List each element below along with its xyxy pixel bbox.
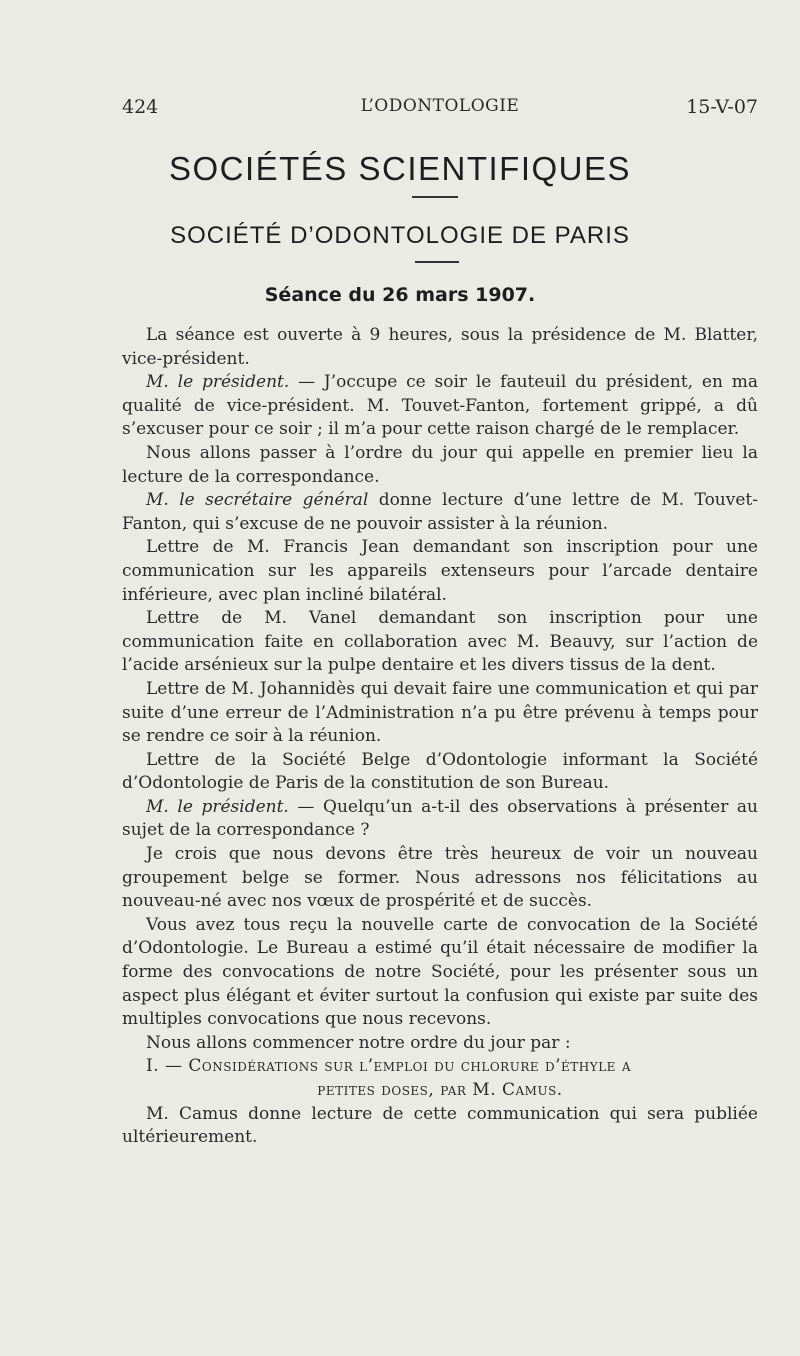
speaker-name: M. le président. [146, 796, 289, 817]
paragraph [122, 914, 758, 1032]
paragraph-text: — Quelqu’un a-t-il des observations à présenter au sujet de la correspondance ? [122, 796, 758, 841]
communication-heading-line1: I. — Considérations sur l’emploi du chlorure d’éthyle a [146, 1056, 631, 1077]
paragraph [122, 489, 758, 536]
speaker-name: M. le secrétaire général [146, 490, 369, 511]
journal-title: L’ODONTOLOGIE [360, 96, 520, 116]
paragraph-text: Nous allons commencer notre ordre du jour par : [146, 1032, 571, 1053]
paragraph [122, 796, 758, 843]
communication-heading-line2: petites doses, par M. Camus. [317, 1080, 563, 1100]
paragraph-text: Lettre de la Société Belge d’Odontologie informant la Société d’Odontologie de Paris de la constitution de son Bureau. [122, 749, 758, 794]
paragraph [122, 324, 758, 371]
session-heading: Séance du 26 mars 1907. [264, 284, 536, 306]
paragraph-text: Je crois que nous devons être très heureux de voir un nouveau groupement belge se former. Nous adressons nos félicitations au nouveau-né avec nos vœux de prospérité et de succès. [122, 844, 758, 912]
paragraph [122, 607, 758, 678]
page-number: 424 [122, 96, 159, 118]
paragraph-text: Lettre de M. Johannidès qui devait faire une communication et qui par suite d’une erreur de l’Administration n’a pu être prévenu à temps pour se rendre ce soir à la réunion. [122, 678, 758, 747]
subtitle-divider [415, 261, 459, 263]
closing-paragraph: M. Camus donne lecture de cette communication qui sera publiée ultérieurement. [122, 1103, 758, 1148]
issue-date: 15-V-07 [686, 96, 758, 118]
paragraph-text: Lettre de M. Vanel demandant son inscription pour une communication faite en collaboration avec M. Beauvy, sur l’action de l’acide arsénieux sur la pulpe dentaire et les divers tissus de la dent. [122, 608, 758, 676]
title-divider [412, 196, 458, 198]
paragraph-text: donne lecture d’une lettre de M. Touvet-Fanton, qui s’excuse de ne pouvoir assister à la réunion. [122, 490, 758, 534]
paragraph-text: La séance est ouverte à 9 heures, sous la présidence de M. Blatter, vice-président. [122, 325, 758, 369]
paragraph-text: — J’occupe ce soir le fauteuil du président, en ma qualité de vice-président. M. Touvet-Fanton, fortement grippé, a dû s’excuser pour ce soir ; il m’a pour cette raison chargé de le remplacer. [122, 372, 758, 440]
paragraph [122, 371, 758, 442]
paragraph [122, 1032, 758, 1056]
paragraph [122, 442, 758, 489]
communication-heading [122, 1055, 758, 1102]
paragraph-text: Nous allons passer à l’ordre du jour qui appelle en premier lieu la lecture de la correspondance. [122, 442, 758, 487]
speaker-name: M. le président. [146, 372, 290, 393]
running-header [122, 96, 758, 126]
paragraph [122, 843, 758, 914]
society-title: SOCIÉTÉ D’ODONTOLOGIE DE PARIS [170, 222, 630, 249]
paragraph [122, 678, 758, 749]
section-title: SOCIÉTÉS SCIENTIFIQUES [168, 150, 632, 187]
paragraph-text: Lettre de M. Francis Jean demandant son inscription pour une communication sur les appareils extenseurs pour l’arcade dentaire inférieure, avec plan incliné bilatéral. [122, 537, 758, 605]
body-text [122, 324, 758, 1150]
paragraph-list [122, 324, 758, 1055]
paragraph [122, 749, 758, 796]
paragraph [122, 536, 758, 607]
paragraph-text: Vous avez tous reçu la nouvelle carte de convocation de la Société d’Odontologie. Le Bureau a estimé qu’il était nécessaire de modifier la forme des convocations de notre Société, pour les présenter sous un aspect plus élégant et éviter surtout la confusion qui existe par suite des multiples convocations que nous recevons. [122, 914, 758, 1030]
